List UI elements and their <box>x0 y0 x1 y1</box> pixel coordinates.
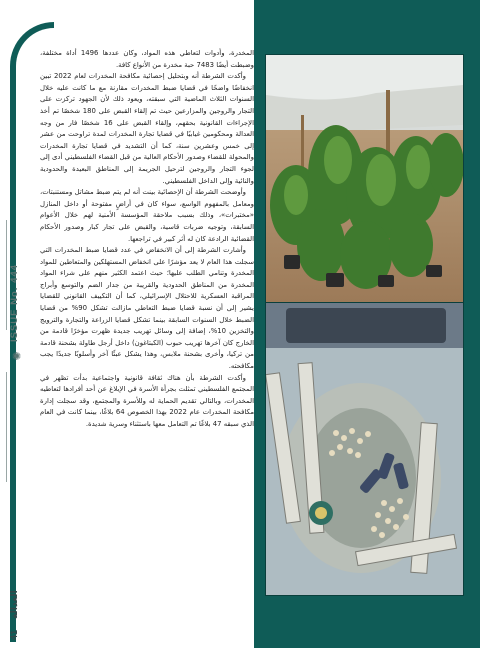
emblem-icon: ✺ <box>12 350 22 363</box>
issue-rule-top <box>6 220 7 330</box>
seized-pills-image <box>266 303 463 595</box>
article-paragraph: وأشارت الشرطة إلى أن الانخفاض في عدد قضايا ضبط المخدرات التي سجلت هذا العام لا يعد مؤشرًا على انخفاض المستهلكين والمتعاطين للمواد المخدرة وتنامي الطلب عليها؛ حيث اعتمد الكثير منهم على شراء المواد المخدرة من المناطق الحدودية والقريبة من جدار الضم والتوسع وأبراج المراقبة العسكرية للاحتلال الإسرائيلي، كما أن التكييف القانوني للقضايا يشير إلى أن نسبة قضايا ضبط التعاطي مازالت تشكل 90% من قضايا الضبط خلال السنوات السابقة بينما تشكل قضايا الزراعة والتجارة والترويج والتخزين 10%، إضافة إلى وسائل تهريب جديدة ظهرت مؤخرًا قادمة من الخارج كان آخرها تهريب حبوب (الكبتاغون) داخل أرجل طاولة بشحنة قادمة من تركيا، وأخرى بشحنة ملابس، وهذا يشكل عبئًا آخر وأسلوبًا جديدًا يجب مكافحته. <box>40 246 254 371</box>
article-paragraph: المخدرة، وأدوات لتعاطي هذه المواد، وكان عددها 1496 أداة مختلفة، وضبطت أيضًا 7483 حبة مخدرة من الأنواع كافة. <box>40 49 254 69</box>
seizure-photo <box>265 302 464 596</box>
article-paragraph: وأوضحت الشرطة أن الإحصائية بينت أنه لم يتم ضبط مشاتل ومستنبتات، ومعامل بالمفهوم الواسع، سواء كان في أراضٍ مفتوحة أو داخل المنازل «مختبرات»، وذلك بسبب ملاحقة المؤسسة الأمنية لهم خلال الأعوام السابقة، وتوجيه ضربات قاسية، والقبض على تجار كبار وصدور الأحكام القضائية الرادعة كان له أثر كبير في تراجعها. <box>40 188 254 243</box>
article-paragraph: وأكدت الشرطة بأن هناك ثقافة قانونية واجتماعية بدأت تظهر في المجتمع الفلسطيني تمثلت بجرأة الأسرة في الإبلاغ عن أحد أفرادها لتعاطيه المخدرات، وبالتالي تقديم الحماية له وللأسرة والمجتمع، وقد سجلت إدارة مكافحة المخدرات عام 2022 بهذا الخصوص 64 بلاغًا، بينما كانت في العام الذي سبقه 47 بلاغًا تم التعامل معها باستثناء وسرية شديدة. <box>40 373 254 428</box>
issue-rule-bottom <box>6 372 7 482</box>
cannabis-plants-image <box>266 55 463 303</box>
magazine-name: العدالة <box>10 590 20 619</box>
issue-number: ISSUE No. 444 <box>9 264 20 342</box>
article-body <box>40 48 254 644</box>
page-number <box>9 590 20 640</box>
page-number-value: 41 <box>9 629 19 640</box>
article-paragraph: وأكدت الشرطة أنه وبتحليل إحصائية مكافحة المخدرات لعام 2022 تبين انخفاضًا واضحًا في قضايا ضبط المخدرات مقارنة مع ما كانت عليه خلال السنوات الثلاث الماضية التي سبقته، ويعود ذلك لأن الجهود تركزت على التجار والروجين والمزارعين حيث تم إلقاء القبض على 180 شخصًا تم أخذ الإجراءات القانونية بحقهم، وإلقاء القبض على 16 شخصًا فار من وجه العدالة ومحكومين غيابيًا في قضايا تجارة المخدرات لمدة تراوحت من عشر إلى خمس وعشرين سنة، كما أن التشديد في قضايا تجارة المخدرات والمحولة للقضاء وصدور الأحكام العالية من قبل القضاء الفلسطيني أدى إلى لجوء التجار والروجين لترحيل الجريمة إلى المناطق البعيدة والحدودية والنائية وإلى الداخل الفلسطيني. <box>40 72 254 185</box>
greenhouse-photo <box>265 54 464 304</box>
margin-sidebar <box>0 0 38 648</box>
